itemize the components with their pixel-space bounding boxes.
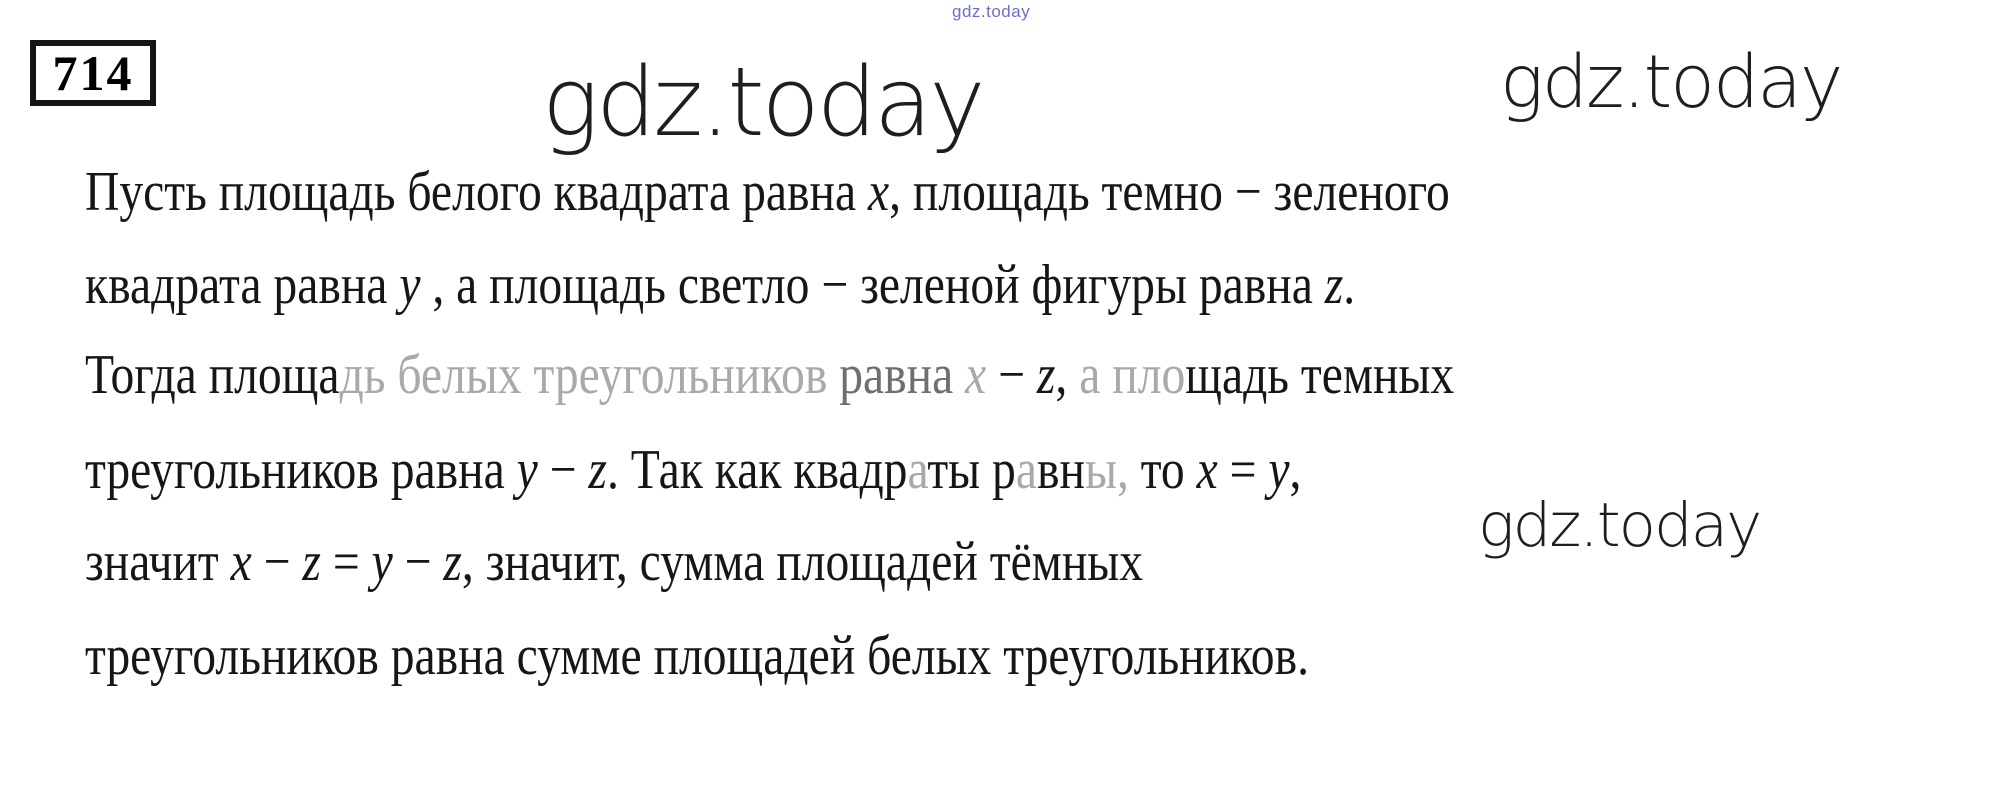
- text-run: z: [588, 439, 607, 501]
- text-run: ты р: [927, 439, 1016, 501]
- text-run: y: [1268, 439, 1290, 501]
- text-run: треугольников равна: [85, 439, 517, 501]
- text-run: y: [516, 439, 538, 501]
- text-run: ы,: [1084, 439, 1129, 501]
- text-run: , значит, сумма площадей тёмных: [461, 531, 1144, 593]
- text-run: а: [1015, 439, 1037, 501]
- watermark-center: gdz.today: [542, 48, 983, 158]
- watermark-mid-right: gdz.today: [1478, 490, 1761, 561]
- solution-line-6: [85, 625, 1309, 687]
- problem-number: 714: [52, 45, 134, 101]
- text-run: значит: [85, 531, 231, 593]
- solution-line-3: [85, 344, 1455, 406]
- text-run: а пло: [1079, 344, 1186, 406]
- text-run: . Так как квадр: [606, 439, 908, 501]
- text-run: .: [1343, 254, 1356, 316]
- text-run: x: [965, 344, 987, 406]
- text-run: −: [986, 344, 1037, 406]
- text-run: ,: [1289, 439, 1302, 501]
- text-run: равна: [839, 344, 966, 406]
- text-run: , а площадь светло − зеленой фигуры равна: [420, 254, 1325, 316]
- text-run: дь белых треугольников: [339, 344, 840, 406]
- text-run: x: [1196, 439, 1218, 501]
- text-run: квадрата равна: [85, 254, 400, 316]
- text-run: щадь темных: [1185, 344, 1455, 406]
- text-run: z: [302, 531, 321, 593]
- watermark-top-small: gdz.today: [952, 2, 1031, 21]
- text-run: Тогда площа: [85, 344, 340, 406]
- text-run: y: [399, 254, 421, 316]
- text-run: z: [443, 531, 462, 593]
- text-run: то: [1128, 439, 1197, 501]
- text-run: а: [907, 439, 928, 501]
- text-run: вн: [1037, 439, 1085, 501]
- watermark-top-right: gdz.today: [1500, 40, 1842, 125]
- text-run: z: [1324, 254, 1344, 316]
- text-run: =: [320, 531, 372, 593]
- text-run: z: [1036, 344, 1056, 406]
- solution-line-1: [85, 161, 1450, 223]
- text-run: =: [1217, 439, 1269, 501]
- text-run: −: [251, 531, 303, 593]
- text-run: Пусть площадь белого квадрата равна: [85, 161, 868, 223]
- problem-number-box: [30, 40, 156, 106]
- text-run: −: [392, 531, 444, 593]
- solution-line-4: [85, 439, 1302, 501]
- text-run: ,: [1055, 344, 1080, 406]
- text-run: −: [537, 439, 589, 501]
- text-run: треугольников равна сумме площадей белых треугольников.: [85, 625, 1309, 687]
- solution-line-2: [85, 254, 1356, 316]
- text-run: x: [867, 161, 890, 223]
- text-run: , площадь темно − зеленого: [889, 161, 1450, 223]
- text-run: x: [230, 531, 252, 593]
- solution-line-5: [85, 531, 1144, 593]
- text-run: y: [371, 531, 393, 593]
